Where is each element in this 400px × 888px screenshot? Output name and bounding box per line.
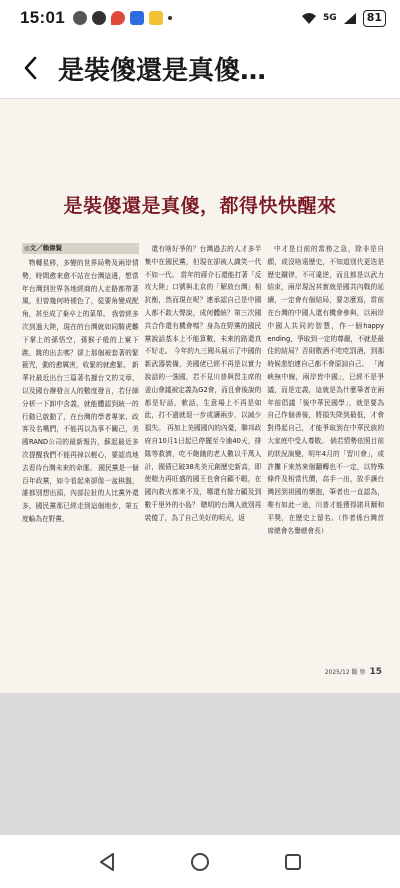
back-button[interactable] [6,44,54,92]
app-badge-icon [130,11,144,25]
column-text: 物轉星移，多變的世界局勢及兩岸情勢，時間愈來愈不站在台灣這邊，想當年台灣到世界各地經商的人走路都帶著風，但曾幾何時褪色了，從要角變成配角，甚至成了棄卒上的菜單。 我曾經多次到過大陸，現在的台灣就如同騎虎難下掌上的孫悟空，孫猴子般的上窠下跳，跳的出去嗎？卻上那個被套著的緊箍咒，動的愈厲害，收緊的就愈緊。 新華社最近出台三篇著名據台文的文章，以及國台辦發言人的數度發言，若仔細分析一下卸中含義，就能體認到統一的行動已啟動了，在台灣的學者專家、政客及名嘴們，不能再以為事不關己，美國RAND公司的最新報告，蘇起最近多次提醒我們不能再掉以輕心，要認真地去看待台灣未來的命運。 國民黨是一個百年政黨，如今看起來卻像一盆棋盤，誰都別想出頭，內部拉扯的人比黨外還多，國民黨那已經走到這個地步，第五度輪為在野黨， [22,259,139,523]
article-column-1 [22,243,139,651]
status-time: 15:01 [20,8,65,27]
dot-icon [168,16,172,20]
square-recents-icon [284,853,302,871]
notification-icons [73,11,172,25]
triangle-back-icon [98,852,116,872]
article-column-2 [145,243,262,651]
column-text: 還有啥好爭的？台灣過去的人才多半集中在國民黨，但現在卻被人識笑一代不如一代。 當年的蔣介石還能打著「反攻大陸」口號與北京的「解放台灣」相抗衡，然而現在呢？連承認自己是中國人都不敢大聲說，成何體統？第三次國共合作還有機會嗎？身為在野黨的國民黨說話基本上不能算數，未來的路還真不好走。 今年的九三閱兵展示了中國的新武器裝備，美國佬已經不再是以實力說話的一強國，若不見川普與習主席的釜山會議被定義為G2會，而且會後說的都是好話，軟話，生意場上不再是如此，打不過就退一步或讓兩步，以減少損失。 再加上美國國內的內憂，聯邦政府自10月1日起已停擺至今逾40天，排隊等救濟，吃不飽餓的老人數以千萬人計，國債已破38兆美元創歷史新高，即使精力再旺盛的國王也會自顧不暇，在國內救火都來不及，哪還有餘力顧及到數千里外的小島？ 聰明的台灣人就別再裝傻了，為了自己美好的明天，返 [144,245,262,522]
byline-bar [22,243,139,254]
nav-home-button[interactable] [180,842,220,882]
article-page[interactable] [0,98,400,693]
network-type: 5G [323,13,337,23]
navigation-bar [0,835,400,888]
empty-area [0,693,400,835]
page-title: 是裝傻還是真傻… [58,55,267,86]
page-footer [325,667,382,677]
nav-back-button[interactable] [87,842,127,882]
app-header [0,40,400,96]
status-bar [0,0,400,36]
status-right [301,10,386,27]
wifi-icon [301,12,317,25]
chevron-left-icon [23,56,37,80]
chat-icon [92,11,106,25]
page-number: 15 [369,667,382,677]
battery-indicator: 81 [363,10,386,27]
article-headline: 是裝傻還是真傻，都得快快醒來 [63,195,337,217]
app-badge-icon-2 [149,11,163,25]
column-text: 中才是目前的當務之急，除非是自願，或沒啥遠歷史，不知道別代更迭是歷史鐵律，不可違逆，而且都是以武力結束，兩岸現況其實就是國共內戰的延續，一定會有個結局，要怎麼寫，當前在台灣的中國人還有機會參與，以兩岸中國人共同的智慧，作一個happy ending，爭取到一定的尊嚴，不就是最佳的結局？否則敬酒不吃吃罰酒，到那時候悲怕連自己都不會原諒自己。 「海峽無中線，兩岸皆中國」，已經不是爭議，而是定義，這就是為什麼筆者在兩年前倡議「後中華民國學」，就是要為自己作個善後，將損失降到最低，才會對得起自己，才能爭取到在中華民族的大家庭中受人尊敬。 倘若情勢依照目前的狀況演變，明年4月的「習川會」，或許攤下來然來個翻轉也不一定，以特殊條件及相當代價，高手一出，放手讓台灣回到祖國的懷抱，筆者也一直認為，唯有如此一途，川普才能獲得諾貝爾和平獎，在歷史上留名。（作者係台灣首席總會名譽總會長） [267,245,385,535]
circle-home-icon [190,852,210,872]
nav-recents-button[interactable] [273,842,313,882]
article-columns [22,243,384,651]
issue-date: 2025/12 觀 察 [324,669,366,676]
location-pin-icon [111,11,125,25]
article-column-3 [267,243,384,651]
byline: ◎文／賴偉賢 [24,244,63,253]
signal-icon [343,12,357,25]
message-icon [73,11,87,25]
